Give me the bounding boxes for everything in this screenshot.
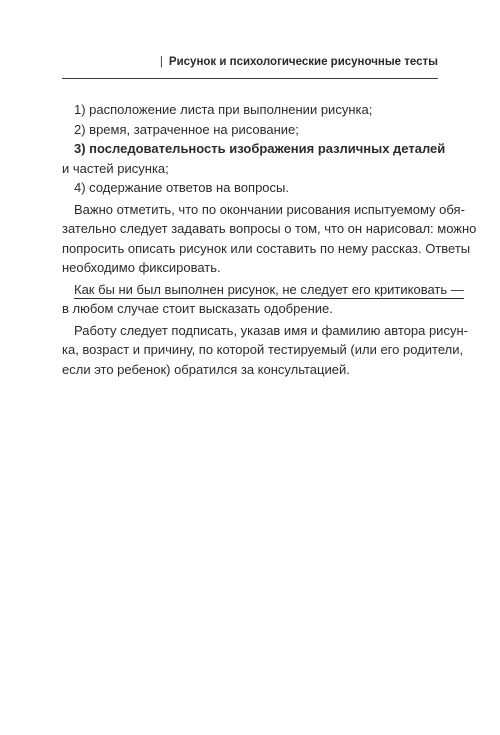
list-item-line: и частей рисунка; <box>62 160 169 176</box>
page-body <box>62 100 477 379</box>
paragraph-line-underlined <box>62 280 464 300</box>
paragraph-line: Работу следует подписать, указав имя и фамилию автора рисун- <box>74 322 468 338</box>
paragraph-line: если это ребенок) обратился за консультацией. <box>62 361 350 377</box>
header-separator: | <box>159 56 163 68</box>
paragraph-line: попросить описать рисунок или составить по нему рассказ. Ответы <box>62 240 471 256</box>
paragraph-line: необходимо фиксировать. <box>62 260 221 275</box>
list-item-line: 3) последовательность изображения различных деталей <box>74 141 446 156</box>
list-item-2 <box>62 120 438 140</box>
paragraph-2 <box>62 280 464 319</box>
list-item-3 <box>62 139 446 178</box>
running-header-title: Рисунок и психологические рисуночные тесты <box>168 56 438 68</box>
list-item-4 <box>62 178 438 198</box>
paragraph-line: в любом случае стоит высказать одобрение. <box>62 301 333 316</box>
list-item-line: 1) расположение листа при выполнении рисунка; <box>74 102 373 117</box>
paragraph-line: Важно отметить, что по окончании рисования испытуемому обя- <box>74 201 465 217</box>
list-item-line: 2) время, затраченное на рисование; <box>74 121 299 137</box>
list-item-1 <box>62 100 438 120</box>
list-item-line: 4) содержание ответов на вопросы. <box>74 180 289 195</box>
paragraph-3 <box>62 321 468 380</box>
paragraph-line: зательно следует задавать вопросы о том, что он нарисовал: можно <box>62 221 477 236</box>
header-rule <box>62 78 438 79</box>
underlined-text: Как бы ни был выполнен рисунок, не следует его критиковать — <box>74 281 464 297</box>
running-header <box>160 56 438 68</box>
paragraph-line: ка, возраст и причину, по которой тестируемый (или его родители, <box>62 342 464 357</box>
paragraph-1 <box>62 200 477 278</box>
